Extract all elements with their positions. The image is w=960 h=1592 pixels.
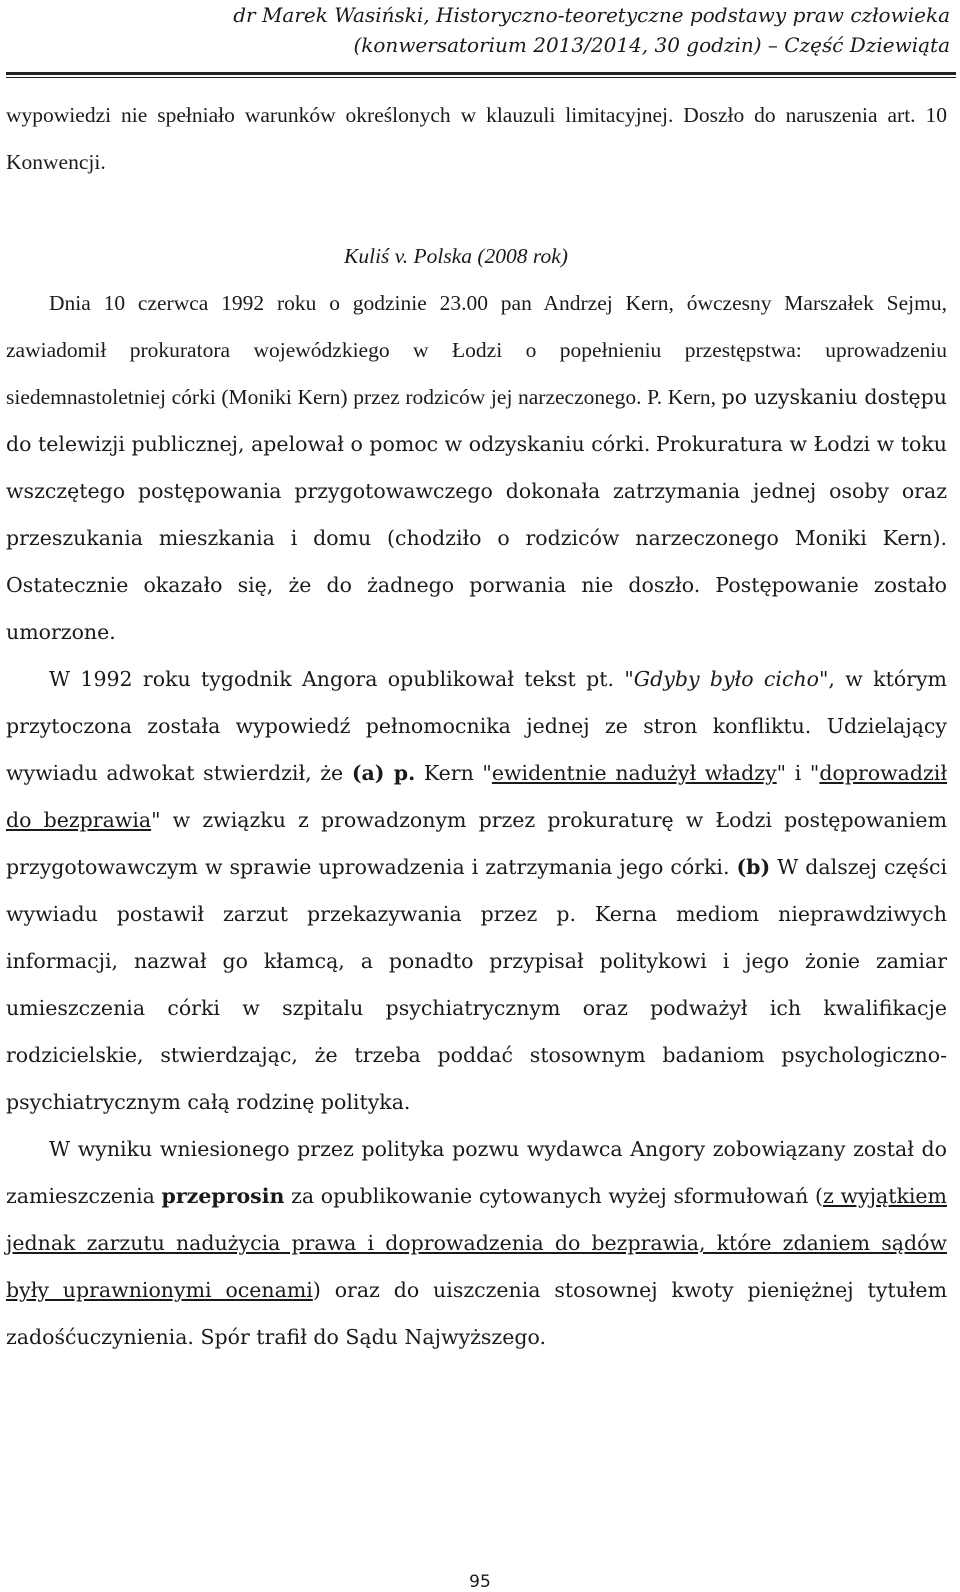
case-title: Kuliś v. Polska (2008 rok)	[344, 244, 568, 268]
marker-b: (b)	[736, 855, 771, 879]
facts-sentence-3: Prokuratura w Łodzi w toku wszczętego postępowania przygotowawczego dokonała zatrzymania jednej osoby oraz przeszukania mieszkania i domu (chodziło o rodziców narzeczonego Moniki Kern). Ostatecznie okazało się, że do żadnego porwania nie doszło. Postępowanie zostało umorzone.	[6, 432, 948, 644]
facts-sentence-2: po uzyskaniu dostępu do telewizji publicznej, apelował o pomoc w odzyskaniu córki.	[6, 385, 948, 456]
paragraph-facts	[6, 280, 947, 656]
paragraph-continuation: wypowiedzi nie spełniało warunków określonych w klauzuli limitacyjnej. Doszło do naruszenia art. 10 Konwencji.	[6, 103, 947, 174]
header-rule-thin	[6, 77, 956, 78]
article-title: Gdyby było cicho	[633, 667, 819, 691]
header-line-1: dr Marek Wasiński, Historyczno-teoretyczne podstawy praw człowieka	[233, 3, 950, 27]
header-line-2: (konwersatorium 2013/2014, 30 godzin) – Część Dziewiąta	[353, 33, 950, 57]
running-header	[10, 0, 950, 60]
marker-a: (a) p.	[351, 761, 416, 785]
facts-sentence-1: Dnia 10 czerwca 1992 roku o godzinie 23.00 pan Andrzej Kern, ówczesny Marszałek Sejmu, zawiadomił prokuratora wojewódzkiego w Łodzi o popełnieniu przestępstwa: uprowadzeniu siedemnastoletniej córki (Moniki Kern) przez rodziców jej narzeczonego. P. Kern,	[6, 291, 947, 409]
header-rule-thick	[6, 72, 956, 75]
underlined-quote-1: ewidentnie nadużył władzy	[491, 761, 777, 785]
paragraph-interview: W 1992 roku tygodnik Angora opublikował tekst pt. "Gdyby było cicho", w którym przytoczona została wypowiedź pełnomocnika jednej ze stron konfliktu. Udzielający wywiadu adwokat stwierdził, że (a) p. Kern "ewidentnie nadużył władzy" i "doprowadził do bezprawia" w związku z prowadzonym przez prokuraturę w Łodzi postępowaniem przygotowawczym w sprawie uprowadzenia i zatrzymania jego córki. (b) W dalszej części wywiadu postawił zarzut przekazywania przez p. Kerna mediom nieprawdziwych informacji, nazwał go kłamcą, a ponadto przypisał politykowi i jego żonie zamiar umieszczenia córki w szpitalu psychiatrycznym oraz podważył ich kwalifikacje rodzicielskie, stwierdzając, że trzeba poddać stosownym badaniom psychologiczno-psychiatrycznym całą rodzinę polityka.	[6, 667, 948, 1114]
page-number: 95	[469, 1572, 491, 1592]
paragraph-gap	[6, 186, 947, 233]
paragraph-outcome: W wyniku wniesionego przez polityka pozwu wydawca Angory zobowiązany został do zamieszczenia przeprosin za opublikowanie cytowanych wyżej sformułowań (z wyjątkiem jednak zarzutu nadużycia prawa i doprowadzenia do bezprawia, które zdaniem sądów były uprawnionymi ocenami) oraz do uiszczenia stosownej kwoty pieniężnej tytułem zadośćuczynienia. Spór trafił do Sądu Najwyższego.	[6, 1137, 948, 1349]
underlined-exception: z wyjątkiem jednak zarzutu nadużycia prawa i doprowadzenia do bezprawia, które zdaniem sądów były uprawnionymi ocenami	[6, 1184, 947, 1302]
underlined-quote-2: doprowadził do bezprawia	[6, 761, 947, 832]
document-body	[6, 92, 947, 1361]
bold-apology: przeprosin	[161, 1184, 285, 1208]
